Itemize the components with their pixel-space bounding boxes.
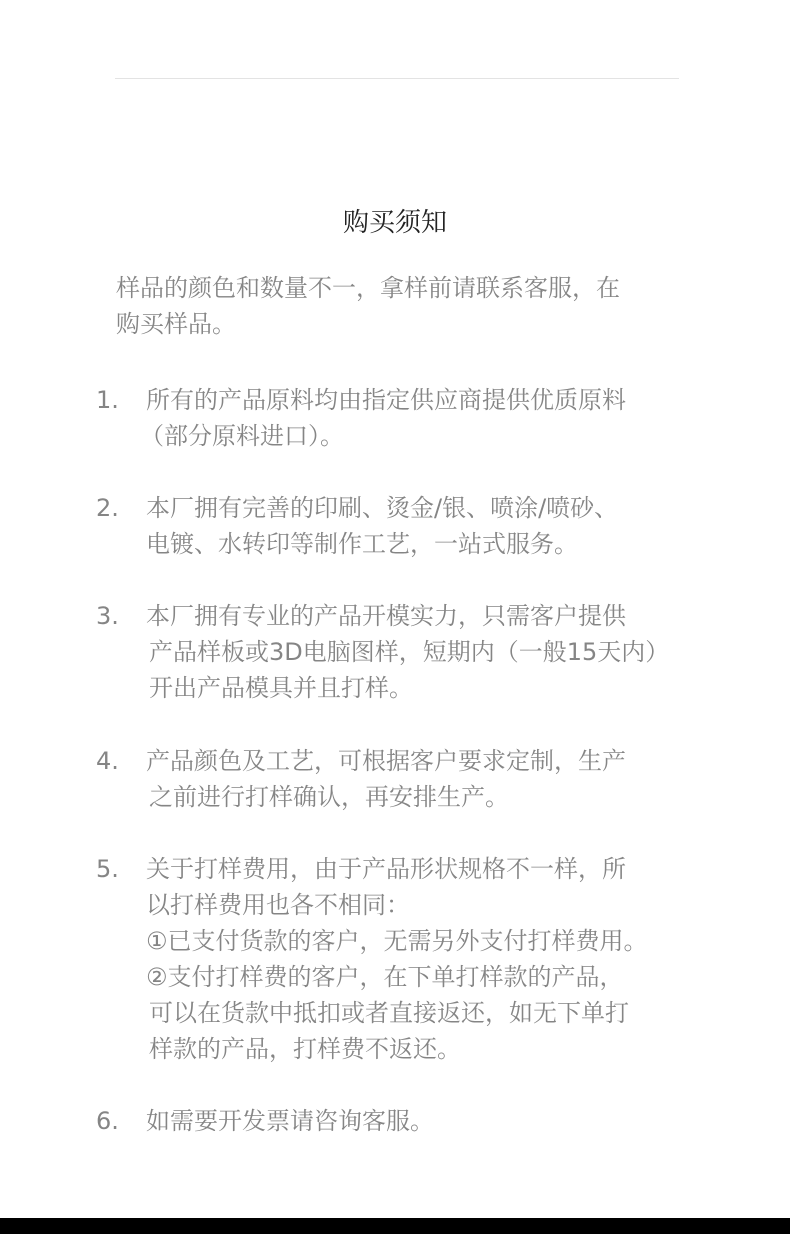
page-title: 购买须知: [342, 208, 447, 238]
notice-line: 本厂拥有完善的印刷、烫金/银、喷涂/喷砂、: [146, 494, 619, 522]
notice-number: 5.: [96, 855, 119, 883]
notice-number: 1.: [96, 386, 119, 414]
intro-line: 购买样品。: [116, 310, 236, 338]
notice-item: [140, 382, 706, 454]
notice-line: 可以在货款中抵扣或者直接返还，如无下单打: [149, 999, 629, 1027]
notice-number: 4.: [96, 747, 119, 775]
notice-line: 所有的产品原料均由指定供应商提供优质原料: [146, 386, 626, 414]
bottom-bar: [0, 1218, 790, 1234]
notice-line: 开出产品模具并且打样。: [149, 674, 413, 702]
notice-line: 样款的产品，打样费不返还。: [149, 1035, 461, 1063]
notice-line: 以打样费用也各不相同：: [146, 891, 410, 919]
notice-line: 之前进行打样确认，再安排生产。: [149, 783, 509, 811]
notice-number: 2.: [96, 494, 119, 522]
notice-line: （部分原料进口）。: [140, 422, 344, 450]
notice-line: 如需要开发票请咨询客服。: [146, 1107, 434, 1135]
notice-line: 产品颜色及工艺，可根据客户要求定制，生产: [146, 747, 626, 775]
notice-item: [146, 598, 706, 706]
intro-line: 样品的颜色和数量不一，拿样前请联系客服，在: [116, 274, 620, 302]
notice-item: [146, 1103, 706, 1139]
notice-number: 3.: [96, 602, 119, 630]
notice-item: [146, 851, 706, 1067]
notice-line: 本厂拥有专业的产品开模实力，只需客户提供: [146, 602, 626, 630]
notice-item: [146, 490, 706, 562]
notice-line: ①已支付货款的客户，无需另外支付打样费用。: [146, 927, 648, 955]
notice-line: 产品样板或3D电脑图样，短期内（一般15天内）: [149, 638, 670, 666]
intro-paragraph: [116, 270, 716, 342]
notice-line: ②支付打样费的客户，在下单打样款的产品，: [146, 963, 624, 991]
notice-line: 电镀、水转印等制作工艺，一站式服务。: [146, 530, 578, 558]
notice-line: 关于打样费用，由于产品形状规格不一样，所: [146, 855, 626, 883]
notice-number: 6.: [96, 1107, 119, 1135]
top-divider: [115, 78, 679, 79]
notice-item: [146, 743, 706, 815]
